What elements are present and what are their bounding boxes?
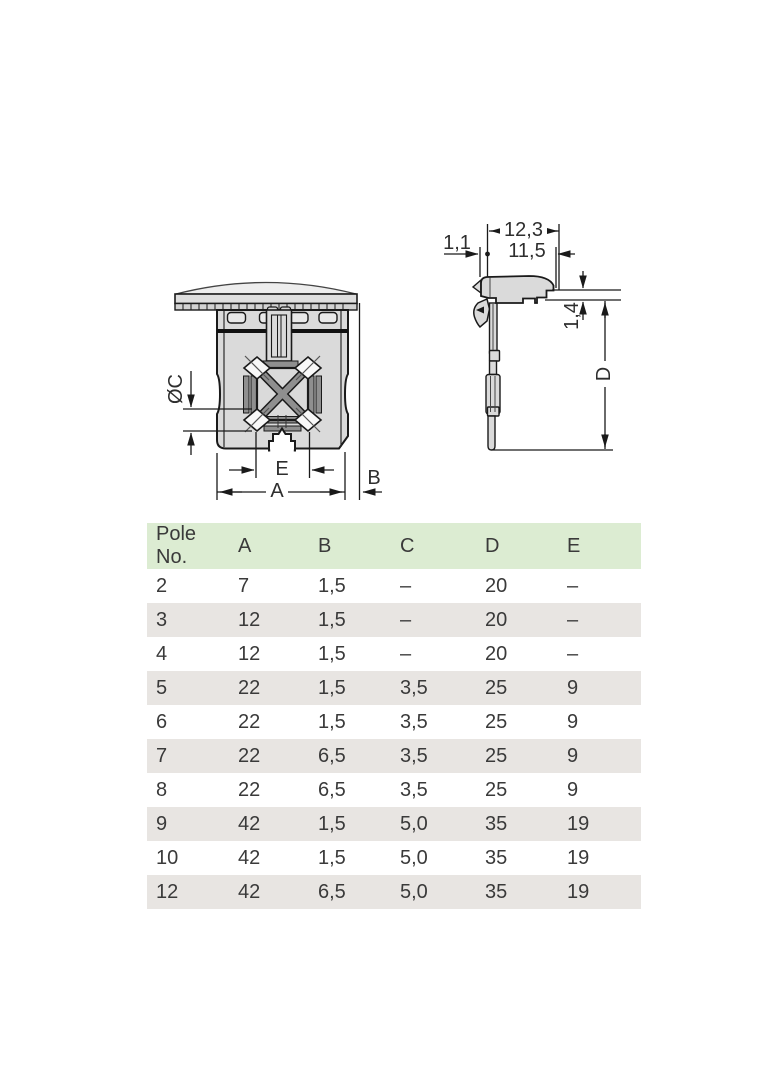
table-cell: 12 <box>156 880 179 903</box>
table-cell: 19 <box>567 880 590 903</box>
table-row <box>147 807 641 841</box>
table-cell: 10 <box>156 846 179 869</box>
table-cell: 1,5 <box>318 710 346 733</box>
table-row <box>147 671 641 705</box>
table-cell: 20 <box>485 608 508 631</box>
table-cell: 7 <box>238 574 250 597</box>
table-cell: 3,5 <box>400 744 428 767</box>
center-shaft <box>267 307 292 361</box>
table-cell: 1,5 <box>318 642 346 665</box>
table-cell: 7 <box>156 744 168 767</box>
table-cell: 35 <box>485 880 508 903</box>
side-view <box>443 219 621 450</box>
table-cell: 35 <box>485 812 508 835</box>
table-cell: 8 <box>156 778 168 801</box>
table-cell: 1,5 <box>318 676 346 699</box>
table-cell: 42 <box>238 812 261 835</box>
table-cell: 25 <box>485 744 508 767</box>
dim-label-e: E <box>275 458 289 480</box>
table-cell: 42 <box>238 846 261 869</box>
column-header-b: B <box>309 523 391 569</box>
dim-label-d: D <box>593 366 615 382</box>
table-cell: 9 <box>567 778 579 801</box>
dim-label-12-3: 12,3 <box>504 219 543 241</box>
latch-hook <box>474 299 490 327</box>
notch-opening <box>270 448 294 453</box>
table-cell: – <box>400 574 412 597</box>
table-cell: 22 <box>238 676 261 699</box>
table-cell: 5,0 <box>400 812 428 835</box>
table-cell: 2 <box>156 574 168 597</box>
table-cell: 6,5 <box>318 778 346 801</box>
dim-label-11-5: 11,5 <box>508 240 546 262</box>
cap-latch-bump <box>473 280 481 293</box>
table-cell: 9 <box>567 744 579 767</box>
table-cell: – <box>567 608 579 631</box>
table-cell: 6,5 <box>318 880 346 903</box>
table-cell: 3 <box>156 608 168 631</box>
dimensions-table <box>147 523 641 909</box>
front-view <box>165 283 382 503</box>
table-cell: 3,5 <box>400 778 428 801</box>
table-cell: 5,0 <box>400 846 428 869</box>
table-header-row <box>147 523 641 569</box>
table-cell: 19 <box>567 846 590 869</box>
dim-label-1-1: 1,1 <box>443 232 471 254</box>
table-cell: 20 <box>485 574 508 597</box>
column-header-c: C <box>391 523 476 569</box>
table-cell: – <box>400 608 412 631</box>
table-cell: 1,5 <box>318 608 346 631</box>
table-row <box>147 841 641 875</box>
table-cell: 9 <box>567 676 579 699</box>
table-cell: 3,5 <box>400 676 428 699</box>
technical-drawing <box>0 0 784 520</box>
table-cell: 22 <box>238 710 261 733</box>
table-cell: 3,5 <box>400 710 428 733</box>
table-cell: 22 <box>238 778 261 801</box>
table-cell: – <box>567 642 579 665</box>
table-cell: 25 <box>485 778 508 801</box>
dim-label-dia-c: ØC <box>165 374 187 404</box>
table-row <box>147 603 641 637</box>
side-cap <box>481 276 554 303</box>
table-cell: 12 <box>238 608 261 631</box>
table-cell: 25 <box>485 710 508 733</box>
table-cell: 20 <box>485 642 508 665</box>
table-cell: 12 <box>238 642 261 665</box>
table-row <box>147 705 641 739</box>
column-header-d: D <box>476 523 558 569</box>
table-cell: 4 <box>156 642 168 665</box>
table-cell: 5 <box>156 676 168 699</box>
table-cell: 9 <box>567 710 579 733</box>
table-cell: 1,5 <box>318 574 346 597</box>
table-cell: 19 <box>567 812 590 835</box>
table-row <box>147 739 641 773</box>
column-header-pole-no: Pole No. <box>147 523 229 569</box>
column-header-e: E <box>558 523 641 569</box>
table-cell: – <box>567 574 579 597</box>
table-cell: 9 <box>156 812 168 835</box>
table-row <box>147 637 641 671</box>
cap-dome <box>176 283 356 295</box>
table-cell: 22 <box>238 744 261 767</box>
table-cell: 5,0 <box>400 880 428 903</box>
table-cell: 6 <box>156 710 168 733</box>
table-row <box>147 773 641 807</box>
table-cell: 42 <box>238 880 261 903</box>
table-row <box>147 569 641 603</box>
dim-label-1-4: 1,4 <box>561 302 583 330</box>
table-cell: 35 <box>485 846 508 869</box>
column-header-a: A <box>229 523 309 569</box>
table-cell: 1,5 <box>318 812 346 835</box>
cap-band <box>175 294 357 304</box>
table-row <box>147 875 641 909</box>
table-body <box>147 569 641 909</box>
table-cell: 6,5 <box>318 744 346 767</box>
table-cell: – <box>400 642 412 665</box>
dim-label-b: B <box>367 467 381 489</box>
table-cell: 25 <box>485 676 508 699</box>
dim-label-a: A <box>270 480 284 502</box>
table-cell: 1,5 <box>318 846 346 869</box>
